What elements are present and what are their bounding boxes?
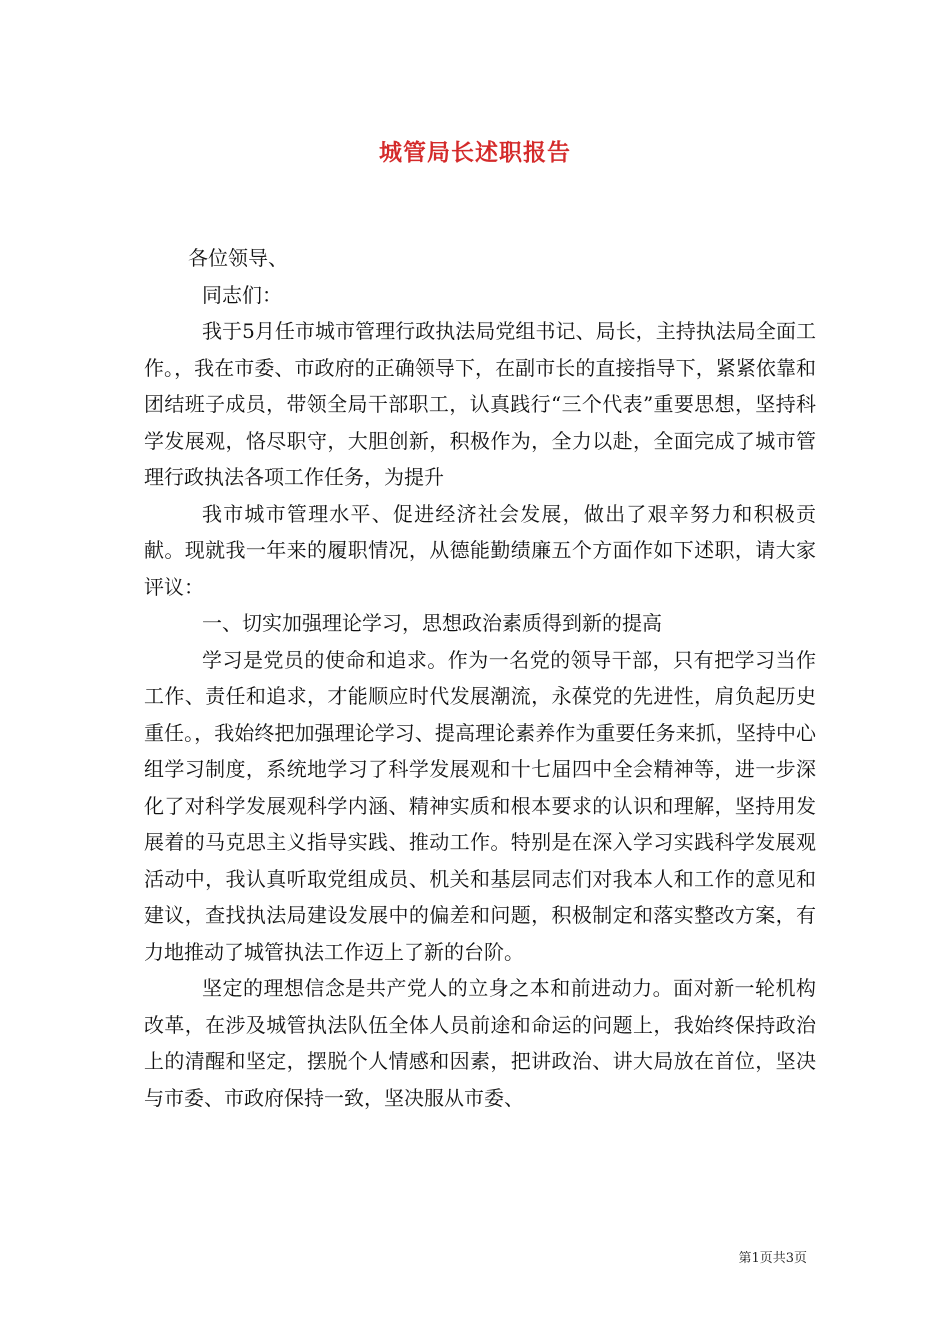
- page-number: 第1页共3页: [738, 1251, 807, 1266]
- paragraph: 我于5月任市城市管理行政执法局党组书记、局长，主持执法局全面工作。，我在市委、市政府的正确领导下，在副市长的直接指导下，紧紧依靠和团结班子成员，带领全局干部职工，认真践行“三个代表”重要思想，坚持科学发展观，恪尽职守，大胆创新，积极作为，全力以赴，全面完成了城市管理行政执法各项工作任务，为提升: [144, 319, 816, 489]
- document-title: 城管局长述职报告: [379, 139, 571, 166]
- document-body: [144, 240, 816, 1116]
- paragraph: 坚定的理想信念是共产党人的立身之本和前进动力。面对新一轮机构改革，在涉及城管执法队伍全体人员前途和命运的问题上，我始终保持政治上的清醒和坚定，摆脱个人情感和因素，把讲政治、讲大局放在首位，坚决与市委、市政府保持一致，坚决服从市委、: [144, 976, 816, 1110]
- paragraph: 学习是党员的使命和追求。作为一名党的领导干部，只有把学习当作工作、责任和追求，才能顺应时代发展潮流，永葆党的先进性，肩负起历史重任。，我始终把加强理论学习、提高理论素养作为重要任务来抓，坚持中心组学习制度，系统地学习了科学发展观和十七届四中全会精神等，进一步深化了对科学发展观科学内涵、精神实质和根本要求的认识和理解，坚持用发展着的马克思主义指导实践、推动工作。特别是在深入学习实践科学发展观活动中，我认真听取党组成员、机关和基层同志们对我本人和工作的意见和建议，查找执法局建设发展中的偏差和问题，积极制定和落实整改方案，有力地推动了城管执法工作迈上了新的台阶。: [144, 647, 816, 964]
- paragraph: 我市城市管理水平、促进经济社会发展，做出了艰辛努力和积极贡献。现就我一年来的履职情况，从德能勤绩廉五个方面作如下述职，请大家评议：: [144, 501, 816, 599]
- salutation-line-2: 同志们：: [202, 282, 282, 307]
- salutation-line-1: 各位领导、: [188, 246, 288, 270]
- section-heading: 一、切实加强理论学习，思想政治素质得到新的提高: [202, 611, 662, 635]
